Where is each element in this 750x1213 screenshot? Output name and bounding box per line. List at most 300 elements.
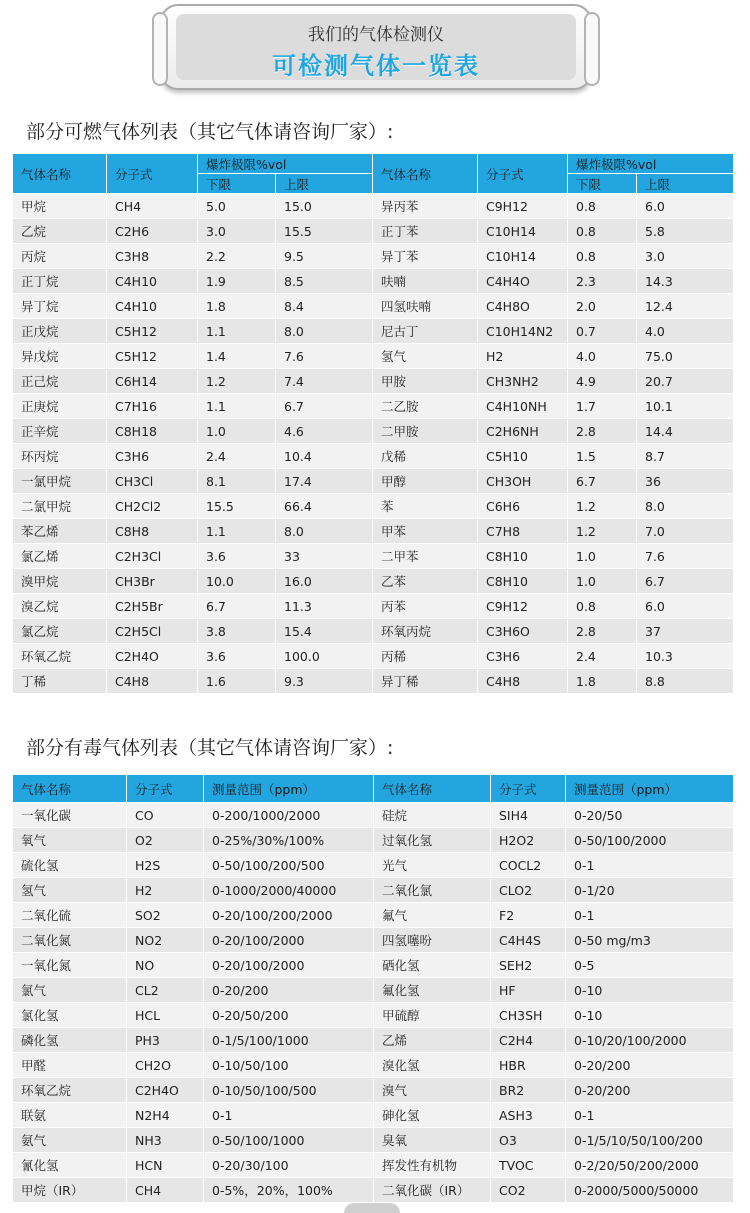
formula-cell: NO2 xyxy=(127,928,204,953)
upper-limit-cell: 7.6 xyxy=(276,344,373,369)
col-formula: 分子式 xyxy=(107,154,198,194)
formula-cell: CH3OH xyxy=(478,469,568,494)
gas-name-cell: 正辛烷 xyxy=(13,419,107,444)
range-cell: 0-20/100/2000 xyxy=(204,928,374,953)
gas-name-cell: 溴甲烷 xyxy=(13,569,107,594)
upper-limit-cell: 5.8 xyxy=(637,219,734,244)
lower-limit-cell: 0.8 xyxy=(568,594,637,619)
gas-name-cell: 呋喃 xyxy=(373,269,478,294)
gas-name-cell: 挥发性有机物 xyxy=(374,1153,491,1178)
range-cell: 0-20/50/200 xyxy=(204,1003,374,1028)
gas-name-cell: 氧气 xyxy=(13,828,127,853)
table-row xyxy=(13,1053,734,1078)
formula-cell: NO xyxy=(127,953,204,978)
gas-name-cell: 乙烯 xyxy=(374,1028,491,1053)
gas-name-cell: 环丙烷 xyxy=(13,444,107,469)
lower-limit-cell: 1.1 xyxy=(198,394,276,419)
gas-name-cell: 联氨 xyxy=(13,1103,127,1128)
formula-cell: C2H4O xyxy=(127,1078,204,1103)
upper-limit-cell: 66.4 xyxy=(276,494,373,519)
formula-cell: HCL xyxy=(127,1003,204,1028)
upper-limit-cell: 75.0 xyxy=(637,344,734,369)
formula-cell: BR2 xyxy=(491,1078,566,1103)
lower-limit-cell: 3.0 xyxy=(198,219,276,244)
lower-limit-cell: 1.9 xyxy=(198,269,276,294)
formula-cell: C10H14 xyxy=(478,219,568,244)
formula-cell: C3H6 xyxy=(478,644,568,669)
table-row xyxy=(13,519,734,544)
gas-name-cell: 苯 xyxy=(373,494,478,519)
col-lower: 下限 xyxy=(198,174,276,194)
gas-name-cell: 氯气 xyxy=(13,978,127,1003)
flammable-gas-table xyxy=(13,154,734,694)
formula-cell: O3 xyxy=(491,1128,566,1153)
lower-limit-cell: 1.0 xyxy=(198,419,276,444)
upper-limit-cell: 10.4 xyxy=(276,444,373,469)
upper-limit-cell: 8.4 xyxy=(276,294,373,319)
lower-limit-cell: 2.8 xyxy=(568,619,637,644)
lower-limit-cell: 6.7 xyxy=(198,594,276,619)
upper-limit-cell: 10.3 xyxy=(637,644,734,669)
lower-limit-cell: 2.3 xyxy=(568,269,637,294)
upper-limit-cell: 37 xyxy=(637,619,734,644)
formula-cell: C8H10 xyxy=(478,544,568,569)
upper-limit-cell: 9.5 xyxy=(276,244,373,269)
gas-name-cell: 正庚烷 xyxy=(13,394,107,419)
range-cell: 0-2000/5000/50000 xyxy=(566,1178,734,1203)
lower-limit-cell: 1.2 xyxy=(198,369,276,394)
col-formula-2: 分子式 xyxy=(491,775,566,803)
lower-limit-cell: 2.4 xyxy=(568,644,637,669)
lower-limit-cell: 2.0 xyxy=(568,294,637,319)
formula-cell: CLO2 xyxy=(491,878,566,903)
table-row xyxy=(13,828,734,853)
formula-cell: C8H10 xyxy=(478,569,568,594)
formula-cell: HBR xyxy=(491,1053,566,1078)
table-row xyxy=(13,619,734,644)
formula-cell: PH3 xyxy=(127,1028,204,1053)
gas-name-cell: 一氧化氮 xyxy=(13,953,127,978)
upper-limit-cell: 6.0 xyxy=(637,594,734,619)
gas-name-cell: 氯化氢 xyxy=(13,1003,127,1028)
col-range: 测量范围（ppm） xyxy=(204,775,374,803)
formula-cell: CH3NH2 xyxy=(478,369,568,394)
gas-name-cell: 甲烷（IR） xyxy=(13,1178,127,1203)
gas-name-cell: 二氧化氮 xyxy=(13,928,127,953)
range-cell: 0-1/20 xyxy=(566,878,734,903)
range-cell: 0-200/1000/2000 xyxy=(204,803,374,828)
lower-limit-cell: 1.0 xyxy=(568,569,637,594)
formula-cell: COCL2 xyxy=(491,853,566,878)
formula-cell: C4H10 xyxy=(107,269,198,294)
lower-limit-cell: 1.4 xyxy=(198,344,276,369)
gas-name-cell: 环氧乙烷 xyxy=(13,1078,127,1103)
gas-name-cell: 丙稀 xyxy=(373,644,478,669)
gas-name-cell: 磷化氢 xyxy=(13,1028,127,1053)
table-row xyxy=(13,928,734,953)
lower-limit-cell: 3.8 xyxy=(198,619,276,644)
formula-cell: CO xyxy=(127,803,204,828)
formula-cell: C3H6O xyxy=(478,619,568,644)
upper-limit-cell: 15.4 xyxy=(276,619,373,644)
upper-limit-cell: 4.6 xyxy=(276,419,373,444)
gas-name-cell: 甲醇 xyxy=(373,469,478,494)
gas-name-cell: 二氯甲烷 xyxy=(13,494,107,519)
gas-name-cell: 氰化氢 xyxy=(13,1153,127,1178)
formula-cell: C9H12 xyxy=(478,594,568,619)
range-cell: 0-2/20/50/200/2000 xyxy=(566,1153,734,1178)
table-row xyxy=(13,1153,734,1178)
formula-cell: O2 xyxy=(127,828,204,853)
formula-cell: CO2 xyxy=(491,1178,566,1203)
upper-limit-cell: 6.7 xyxy=(276,394,373,419)
formula-cell: N2H4 xyxy=(127,1103,204,1128)
formula-cell: NH3 xyxy=(127,1128,204,1153)
upper-limit-cell: 15.0 xyxy=(276,194,373,219)
table-row xyxy=(13,853,734,878)
gas-name-cell: 正丁烷 xyxy=(13,269,107,294)
gas-name-cell: 甲苯 xyxy=(373,519,478,544)
formula-cell: C2H3Cl xyxy=(107,544,198,569)
gas-name-cell: 异丁苯 xyxy=(373,244,478,269)
gas-name-cell: 二氧化碳（IR） xyxy=(374,1178,491,1203)
col-gas-name-2: 气体名称 xyxy=(374,775,491,803)
gas-name-cell: 正己烷 xyxy=(13,369,107,394)
lower-limit-cell: 3.6 xyxy=(198,544,276,569)
scroll-indicator[interactable] xyxy=(344,1203,400,1213)
formula-cell: SEH2 xyxy=(491,953,566,978)
upper-limit-cell: 10.1 xyxy=(637,394,734,419)
upper-limit-cell: 11.3 xyxy=(276,594,373,619)
formula-cell: C4H10 xyxy=(107,294,198,319)
formula-cell: C4H4O xyxy=(478,269,568,294)
lower-limit-cell: 0.8 xyxy=(568,194,637,219)
upper-limit-cell: 8.0 xyxy=(276,519,373,544)
formula-cell: C2H5Cl xyxy=(107,619,198,644)
table-row xyxy=(13,669,734,694)
gas-name-cell: 一氯甲烷 xyxy=(13,469,107,494)
upper-limit-cell: 8.0 xyxy=(637,494,734,519)
formula-cell: CH3SH xyxy=(491,1003,566,1028)
formula-cell: CH3Cl xyxy=(107,469,198,494)
lower-limit-cell: 1.7 xyxy=(568,394,637,419)
banner-subtitle: 我们的气体检测仪 xyxy=(308,25,444,45)
table-row xyxy=(13,978,734,1003)
gas-name-cell: 异戊烷 xyxy=(13,344,107,369)
range-cell: 0-1/5/100/1000 xyxy=(204,1028,374,1053)
gas-name-cell: 氢气 xyxy=(13,878,127,903)
lower-limit-cell: 15.5 xyxy=(198,494,276,519)
toxic-gas-table xyxy=(13,775,734,1203)
formula-cell: C6H6 xyxy=(478,494,568,519)
lower-limit-cell: 10.0 xyxy=(198,569,276,594)
table-row xyxy=(13,494,734,519)
table-row xyxy=(13,419,734,444)
range-cell: 0-25%/30%/100% xyxy=(204,828,374,853)
gas-name-cell: 二氧化氯 xyxy=(374,878,491,903)
range-cell: 0-1 xyxy=(204,1103,374,1128)
table-row xyxy=(13,1003,734,1028)
formula-cell: C7H8 xyxy=(478,519,568,544)
formula-cell: TVOC xyxy=(491,1153,566,1178)
formula-cell: C7H16 xyxy=(107,394,198,419)
gas-name-cell: 硒化氢 xyxy=(374,953,491,978)
col-formula-2: 分子式 xyxy=(478,154,568,194)
lower-limit-cell: 1.2 xyxy=(568,494,637,519)
gas-name-cell: 硫化氢 xyxy=(13,853,127,878)
gas-name-cell: 臭氧 xyxy=(374,1128,491,1153)
gas-name-cell: 正丁苯 xyxy=(373,219,478,244)
lower-limit-cell: 1.0 xyxy=(568,544,637,569)
gas-name-cell: 氯乙烯 xyxy=(13,544,107,569)
formula-cell: C2H4 xyxy=(491,1028,566,1053)
lower-limit-cell: 2.2 xyxy=(198,244,276,269)
gas-name-cell: 二甲苯 xyxy=(373,544,478,569)
upper-limit-cell: 17.4 xyxy=(276,469,373,494)
lower-limit-cell: 2.8 xyxy=(568,419,637,444)
col-explosion-limit: 爆炸极限%vol xyxy=(198,154,373,174)
formula-cell: C5H12 xyxy=(107,344,198,369)
formula-cell: CH2O xyxy=(127,1053,204,1078)
range-cell: 0-1 xyxy=(566,853,734,878)
formula-cell: SIH4 xyxy=(491,803,566,828)
toxic-heading: 部分有毒气体列表（其它气体请咨询厂家）: xyxy=(26,737,394,759)
formula-cell: H2S xyxy=(127,853,204,878)
formula-cell: C4H8 xyxy=(478,669,568,694)
formula-cell: C4H10NH xyxy=(478,394,568,419)
gas-name-cell: 丙烷 xyxy=(13,244,107,269)
formula-cell: H2 xyxy=(127,878,204,903)
table-row xyxy=(13,594,734,619)
range-cell: 0-1 xyxy=(566,1103,734,1128)
upper-limit-cell: 8.8 xyxy=(637,669,734,694)
range-cell: 0-10/50/100 xyxy=(204,1053,374,1078)
range-cell: 0-20/50 xyxy=(566,803,734,828)
upper-limit-cell: 15.5 xyxy=(276,219,373,244)
range-cell: 0-1/5/10/50/100/200 xyxy=(566,1128,734,1153)
formula-cell: C2H4O xyxy=(107,644,198,669)
col-lower-2: 下限 xyxy=(568,174,637,194)
lower-limit-cell: 1.8 xyxy=(568,669,637,694)
gas-name-cell: 光气 xyxy=(374,853,491,878)
gas-name-cell: 尼古丁 xyxy=(373,319,478,344)
lower-limit-cell: 1.5 xyxy=(568,444,637,469)
formula-cell: C5H10 xyxy=(478,444,568,469)
gas-name-cell: 过氧化氢 xyxy=(374,828,491,853)
table-row xyxy=(13,244,734,269)
upper-limit-cell: 36 xyxy=(637,469,734,494)
gas-name-cell: 四氢噻吩 xyxy=(374,928,491,953)
upper-limit-cell: 6.7 xyxy=(637,569,734,594)
upper-limit-cell: 12.4 xyxy=(637,294,734,319)
table-row xyxy=(13,1103,734,1128)
range-cell: 0-50 mg/m3 xyxy=(566,928,734,953)
range-cell: 0-20/200 xyxy=(204,978,374,1003)
formula-cell: CH3Br xyxy=(107,569,198,594)
col-gas-name: 气体名称 xyxy=(13,154,107,194)
gas-name-cell: 二甲胺 xyxy=(373,419,478,444)
upper-limit-cell: 4.0 xyxy=(637,319,734,344)
gas-name-cell: 环氧乙烷 xyxy=(13,644,107,669)
range-cell: 0-50/100/1000 xyxy=(204,1128,374,1153)
col-range-2: 测量范围（ppm） xyxy=(566,775,734,803)
lower-limit-cell: 0.7 xyxy=(568,319,637,344)
formula-cell: CH4 xyxy=(127,1178,204,1203)
formula-cell: HF xyxy=(491,978,566,1003)
gas-name-cell: 二乙胺 xyxy=(373,394,478,419)
range-cell: 0-50/100/2000 xyxy=(566,828,734,853)
range-cell: 0-10/20/100/2000 xyxy=(566,1028,734,1053)
gas-name-cell: 异丁烷 xyxy=(13,294,107,319)
lower-limit-cell: 5.0 xyxy=(198,194,276,219)
formula-cell: C2H6NH xyxy=(478,419,568,444)
col-upper-2: 上限 xyxy=(637,174,734,194)
col-formula: 分子式 xyxy=(127,775,204,803)
table-row xyxy=(13,219,734,244)
formula-cell: C4H4S xyxy=(491,928,566,953)
flammable-heading: 部分可燃气体列表（其它气体请咨询厂家）: xyxy=(26,121,394,143)
range-cell: 0-5%，20%，100% xyxy=(204,1178,374,1203)
gas-name-cell: 氨气 xyxy=(13,1128,127,1153)
banner-title: 可检测气体一览表 xyxy=(272,52,480,80)
table-row xyxy=(13,444,734,469)
formula-cell: C4H8O xyxy=(478,294,568,319)
lower-limit-cell: 0.8 xyxy=(568,219,637,244)
gas-name-cell: 四氢呋喃 xyxy=(373,294,478,319)
gas-name-cell: 甲烷 xyxy=(13,194,107,219)
formula-cell: C2H5Br xyxy=(107,594,198,619)
gas-name-cell: 正戊烷 xyxy=(13,319,107,344)
table-row xyxy=(13,803,734,828)
formula-cell: F2 xyxy=(491,903,566,928)
table-row xyxy=(13,644,734,669)
table-row xyxy=(13,1078,734,1103)
gas-name-cell: 一氧化碳 xyxy=(13,803,127,828)
table-row xyxy=(13,469,734,494)
lower-limit-cell: 6.7 xyxy=(568,469,637,494)
lower-limit-cell: 2.4 xyxy=(198,444,276,469)
formula-cell: C3H8 xyxy=(107,244,198,269)
formula-cell: C4H8 xyxy=(107,669,198,694)
col-gas-name-2: 气体名称 xyxy=(373,154,478,194)
range-cell: 0-5 xyxy=(566,953,734,978)
table-row xyxy=(13,194,734,219)
upper-limit-cell: 33 xyxy=(276,544,373,569)
formula-cell: SO2 xyxy=(127,903,204,928)
formula-cell: HCN xyxy=(127,1153,204,1178)
formula-cell: ASH3 xyxy=(491,1103,566,1128)
gas-name-cell: 甲醛 xyxy=(13,1053,127,1078)
formula-cell: H2 xyxy=(478,344,568,369)
lower-limit-cell: 0.8 xyxy=(568,244,637,269)
gas-name-cell: 甲胺 xyxy=(373,369,478,394)
gas-name-cell: 氢气 xyxy=(373,344,478,369)
gas-name-cell: 丙苯 xyxy=(373,594,478,619)
formula-cell: C2H6 xyxy=(107,219,198,244)
formula-cell: CL2 xyxy=(127,978,204,1003)
lower-limit-cell: 1.8 xyxy=(198,294,276,319)
flammable-table-body xyxy=(13,194,734,694)
table-row xyxy=(13,1178,734,1203)
range-cell: 0-1000/2000/40000 xyxy=(204,878,374,903)
range-cell: 0-10 xyxy=(566,1003,734,1028)
table-row xyxy=(13,1128,734,1153)
upper-limit-cell: 8.5 xyxy=(276,269,373,294)
gas-name-cell: 氯乙烷 xyxy=(13,619,107,644)
col-gas-name: 气体名称 xyxy=(13,775,127,803)
table-row xyxy=(13,269,734,294)
range-cell: 0-20/100/2000 xyxy=(204,953,374,978)
formula-cell: C10H14 xyxy=(478,244,568,269)
range-cell: 0-20/200 xyxy=(566,1078,734,1103)
formula-cell: CH2Cl2 xyxy=(107,494,198,519)
range-cell: 0-50/100/200/500 xyxy=(204,853,374,878)
upper-limit-cell: 8.7 xyxy=(637,444,734,469)
lower-limit-cell: 1.1 xyxy=(198,519,276,544)
lower-limit-cell: 1.1 xyxy=(198,319,276,344)
range-cell: 0-10/50/100/500 xyxy=(204,1078,374,1103)
table-row xyxy=(13,1028,734,1053)
upper-limit-cell: 100.0 xyxy=(276,644,373,669)
gas-name-cell: 氟化氢 xyxy=(374,978,491,1003)
gas-name-cell: 硅烷 xyxy=(374,803,491,828)
table-row xyxy=(13,878,734,903)
formula-cell: C8H8 xyxy=(107,519,198,544)
lower-limit-cell: 8.1 xyxy=(198,469,276,494)
gas-name-cell: 戊稀 xyxy=(373,444,478,469)
col-upper: 上限 xyxy=(276,174,373,194)
gas-name-cell: 溴乙烷 xyxy=(13,594,107,619)
gas-name-cell: 氟气 xyxy=(374,903,491,928)
title-banner xyxy=(160,4,592,90)
formula-cell: CH4 xyxy=(107,194,198,219)
range-cell: 0-10 xyxy=(566,978,734,1003)
range-cell: 0-20/200 xyxy=(566,1053,734,1078)
lower-limit-cell: 1.6 xyxy=(198,669,276,694)
upper-limit-cell: 16.0 xyxy=(276,569,373,594)
upper-limit-cell: 7.6 xyxy=(637,544,734,569)
upper-limit-cell: 9.3 xyxy=(276,669,373,694)
formula-cell: C9H12 xyxy=(478,194,568,219)
formula-cell: H2O2 xyxy=(491,828,566,853)
table-row xyxy=(13,319,734,344)
formula-cell: C6H14 xyxy=(107,369,198,394)
range-cell: 0-20/30/100 xyxy=(204,1153,374,1178)
upper-limit-cell: 14.4 xyxy=(637,419,734,444)
table-row xyxy=(13,344,734,369)
gas-name-cell: 溴化氢 xyxy=(374,1053,491,1078)
col-explosion-limit-2: 爆炸极限%vol xyxy=(568,154,734,174)
table-row xyxy=(13,544,734,569)
upper-limit-cell: 14.3 xyxy=(637,269,734,294)
gas-name-cell: 环氧丙烷 xyxy=(373,619,478,644)
table-row xyxy=(13,569,734,594)
gas-name-cell: 异丙苯 xyxy=(373,194,478,219)
table-row xyxy=(13,369,734,394)
lower-limit-cell: 4.9 xyxy=(568,369,637,394)
table-row xyxy=(13,394,734,419)
lower-limit-cell: 3.6 xyxy=(198,644,276,669)
lower-limit-cell: 1.2 xyxy=(568,519,637,544)
formula-cell: C5H12 xyxy=(107,319,198,344)
formula-cell: C10H14N2 xyxy=(478,319,568,344)
upper-limit-cell: 7.4 xyxy=(276,369,373,394)
upper-limit-cell: 20.7 xyxy=(637,369,734,394)
upper-limit-cell: 7.0 xyxy=(637,519,734,544)
gas-name-cell: 苯乙烯 xyxy=(13,519,107,544)
gas-name-cell: 异丁稀 xyxy=(373,669,478,694)
toxic-table-body xyxy=(13,803,734,1203)
